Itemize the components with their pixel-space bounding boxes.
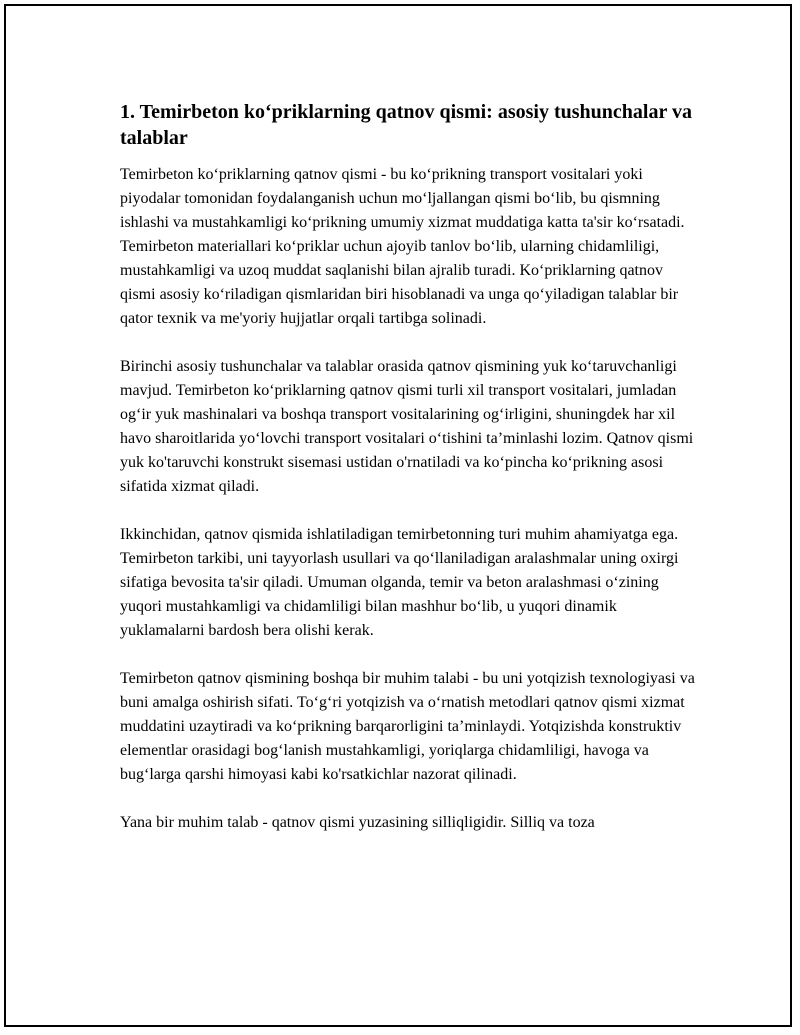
section-heading: 1. Temirbeton ko‘priklarning qatnov qismi: asosiy tushunchalar va talablar <box>120 101 692 149</box>
document-body <box>120 99 702 859</box>
document-page <box>4 4 792 1027</box>
paragraph-3: Ikkinchidan, qatnov qismida ishlatiladigan temirbetonning turi muhim ahamiyatga ega. Temirbeton tarkibi, uni tayyorlash usullari va qo‘llaniladigan aralashmalar uning oxirgi sifatiga bevosita ta'sir qiladi. Umuman olganda, temir va beton aralashmasi o‘zining yuqori mustahkamligi va chidamliligi bilan mashhur bo‘lib, u yuqori dinamik yuklamalarni bardosh bera olishi kerak. <box>120 526 679 639</box>
paragraph-2: Birinchi asosiy tushunchalar va talablar orasida qatnov qismining yuk ko‘taruvchanligi mavjud. Temirbeton ko‘priklarning qatnov qismi turli xil transport vositalari, jumladan og‘ir yuk mashinalari va boshqa transport vositalarining og‘irligini, shuningdek har xil havo sharoitlarida yo‘lovchi transport vositalari o‘tishini ta’minlashi lozim. Qatnov qismi yuk ko'taruvchi konstrukt sisemasi ustidan o'rnatiladi va ko‘pincha ko‘prikning asosi sifatida xizmat qiladi. <box>120 358 694 495</box>
paragraph-5: Yana bir muhim talab - qatnov qismi yuzasining silliqligidir. Silliq va toza <box>120 814 595 831</box>
paragraph-4: Temirbeton qatnov qismining boshqa bir muhim talabi - bu uni yotqizish texnologiyasi va buni amalga oshirish sifati. To‘g‘ri yotqizish va o‘rnatish metodlari qatnov qismi xizmat muddatini uzaytiradi va ko‘prikning barqarorligini ta’minlaydi. Yotqizishda konstruktiv elementlar orasidagi bog‘lanish mustahkamligi, yoriqlarga chidamliligi, havoga va bug‘larga qarshi himoyasi kabi ko'rsatkichlar nazorat qilinadi. <box>120 670 695 783</box>
paragraph-1: Temirbeton ko‘priklarning qatnov qismi - bu ko‘prikning transport vositalari yoki piyodalar tomonidan foydalanganish uchun mo‘ljallangan qismi bo‘lib, bu qismning ishlashi va mustahkamligi ko‘prikning umumiy xizmat muddatiga katta ta'sir ko‘rsatadi. Temirbeton materiallari ko‘priklar uchun ajoyib tanlov bo‘lib, ularning chidamliligi, mustahkamligi va uzoq muddat saqlanishi bilan ajralib turadi. Ko‘priklarning qatnov qismi asosiy ko‘riladigan qismlaridan biri hisoblanadi va unga qo‘yiladigan talablar bir qator texnik va me'yoriy hujjatlar orqali tartibga solinadi. <box>120 166 685 327</box>
